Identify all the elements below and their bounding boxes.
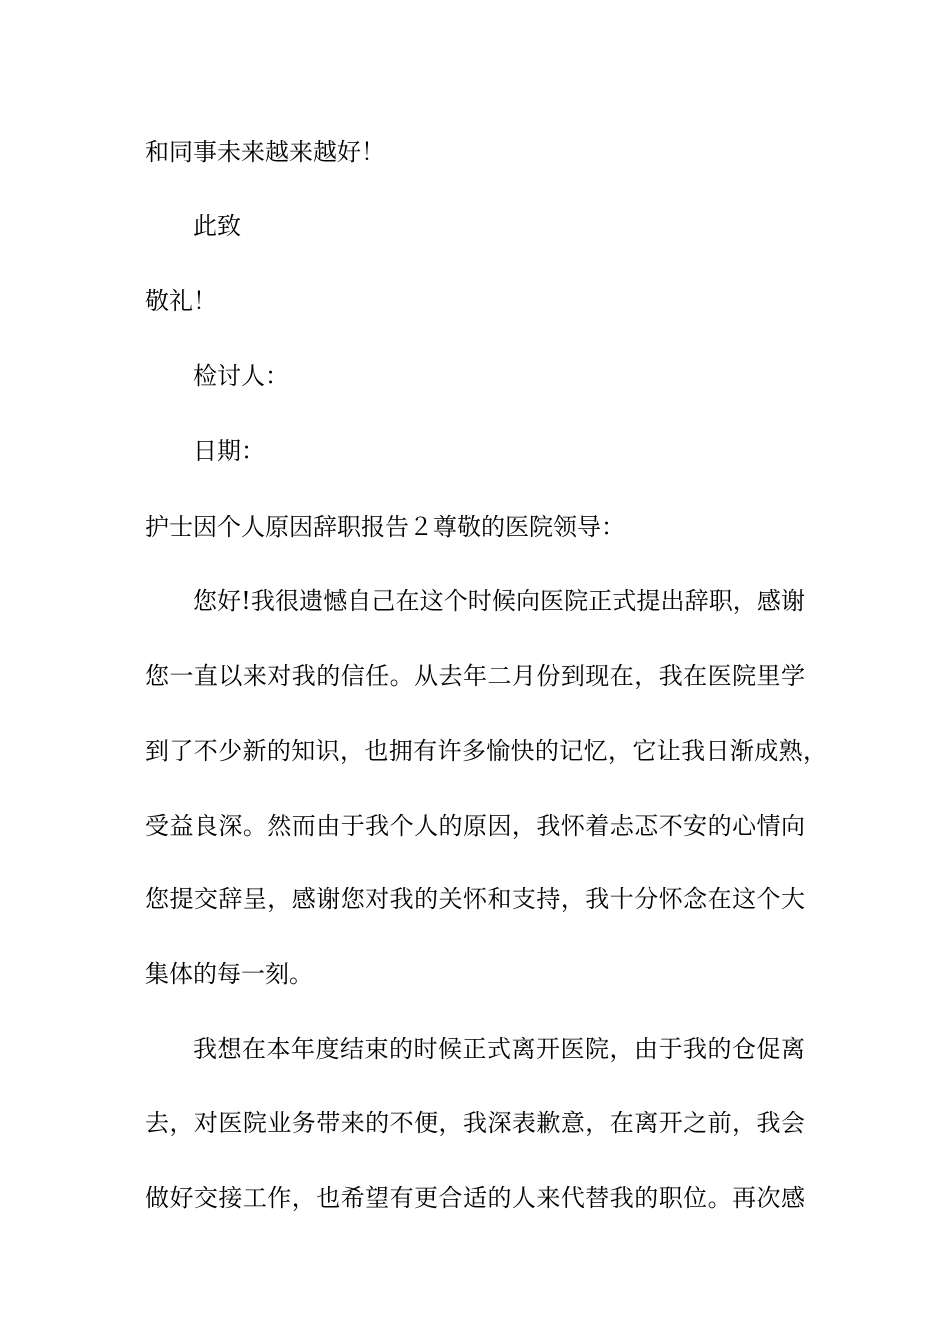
salutation-jingli: 敬礼！ <box>145 287 217 315</box>
paragraph-line: 您一直以来对我的信任。从去年二月份到现在，我在医院里学 <box>145 662 805 690</box>
paragraph-line: 我想在本年度结束的时候正式离开医院，由于我的仓促离 <box>193 1035 805 1063</box>
paragraph-line: 受益良深。然而由于我个人的原因，我怀着忐忑不安的心情向 <box>145 812 805 840</box>
signature-label: 检讨人： <box>193 362 289 390</box>
paragraph-line: 您好!我很遗憾自己在这个时候向医院正式提出辞职，感谢 <box>193 587 805 615</box>
closing-line: 和同事未来越来越好！ <box>145 138 385 166</box>
salutation-cizhi: 此致 <box>193 212 241 240</box>
paragraph-line: 集体的每一刻。 <box>145 960 313 988</box>
date-label: 日期： <box>193 437 265 465</box>
paragraph-line: 您提交辞呈，感谢您对我的关怀和支持，我十分怀念在这个大 <box>145 885 805 913</box>
paragraph-line: 做好交接工作，也希望有更合适的人来代替我的职位。再次感 <box>145 1184 805 1212</box>
section-heading: 护士因个人原因辞职报告２尊敬的医院领导： <box>145 513 625 541</box>
paragraph-line: 去，对医院业务带来的不便，我深表歉意，在离开之前，我会 <box>145 1109 805 1137</box>
paragraph-line: 到了不少新的知识，也拥有许多愉快的记忆，它让我日渐成熟， <box>145 737 827 765</box>
